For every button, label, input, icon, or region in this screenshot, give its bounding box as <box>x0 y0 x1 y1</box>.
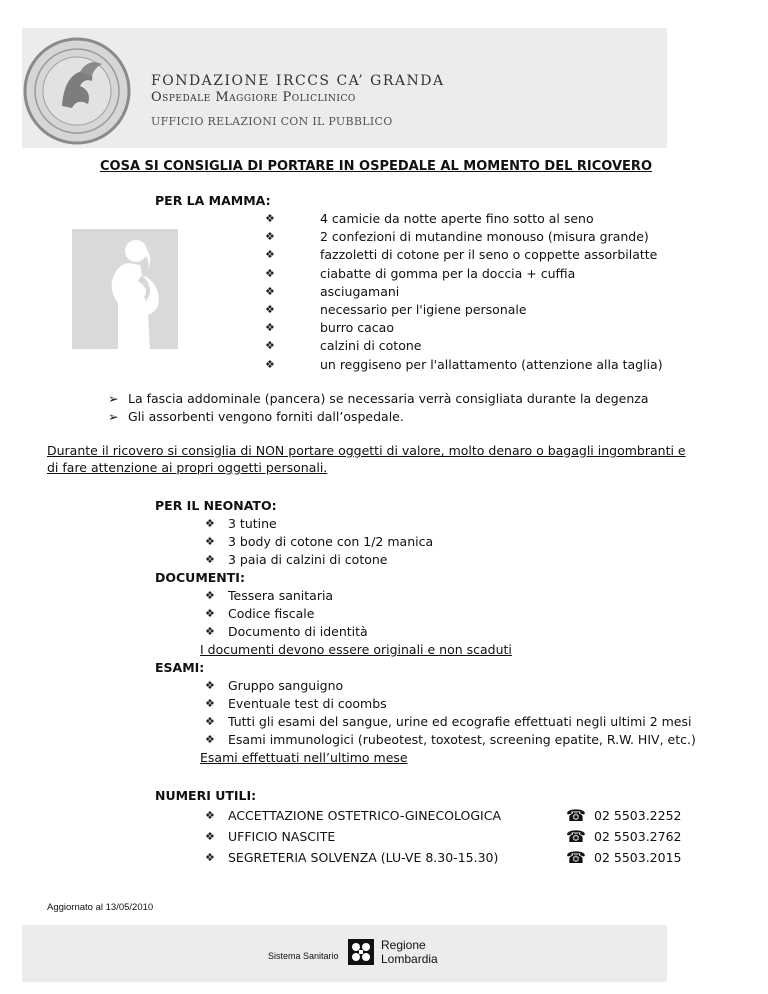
warning-line-2: di fare attenzione ai propri oggetti personali. <box>47 460 328 475</box>
diamond-bullet-icon: ❖ <box>205 851 215 864</box>
list-item-text: Documento di identità <box>228 624 368 639</box>
esami-heading: ESAMI: <box>155 660 205 675</box>
arrow-bullet-icon: ➢ <box>108 391 119 406</box>
documenti-heading: DOCUMENTI: <box>155 570 245 585</box>
phone-number[interactable]: 02 5503.2252 <box>594 808 682 823</box>
org-subtitle: Ospedale Maggiore Policlinico <box>151 90 356 105</box>
list-item-text: ciabatte di gomma per la doccia + cuffia <box>320 265 576 281</box>
list-item-text: Tessera sanitaria <box>228 588 334 603</box>
diamond-bullet-icon: ❖ <box>265 339 275 353</box>
telephone-icon: ☎ <box>566 848 586 867</box>
diamond-bullet-icon: ❖ <box>205 733 215 746</box>
list-item-text: Codice fiscale <box>228 606 315 621</box>
footer-band <box>22 925 667 982</box>
diamond-bullet-icon: ❖ <box>205 517 215 530</box>
list-item-text: 2 confezioni di mutandine monouso (misura grande) <box>320 229 649 245</box>
regione-label: Regione <box>381 938 426 952</box>
list-item-text: burro cacao <box>320 320 394 336</box>
lombardia-label: Lombardia <box>381 952 438 966</box>
org-name: FONDAZIONE IRCCS CA’ GRANDA <box>151 73 445 89</box>
diamond-bullet-icon: ❖ <box>265 357 275 371</box>
diamond-bullet-icon: ❖ <box>265 248 275 262</box>
list-item-text: Eventuale test di coombs <box>228 696 387 711</box>
diamond-bullet-icon: ❖ <box>265 303 275 316</box>
list-item-text: 4 camicie da notte aperte fino sotto al seno <box>320 211 594 226</box>
list-item-text: 3 paia di calzini di cotone <box>228 552 388 567</box>
list-item-text: 3 body di cotone con 1/2 manica <box>228 534 434 549</box>
phone-number[interactable]: 02 5503.2762 <box>594 829 682 844</box>
neonato-heading: PER IL NEONATO: <box>155 498 277 513</box>
list-item-text: fazzoletti di cotone per il seno o coppette assorbilatte <box>320 247 658 263</box>
list-item-text: Esami immunologici (rubeotest, toxotest, screening epatite, R.W. HIV, etc.) <box>228 732 696 747</box>
contact-label: UFFICIO NASCITE <box>228 829 336 844</box>
document-title: COSA SI CONSIGLIA DI PORTARE IN OSPEDALE AL MOMENTO DEL RICOVERO <box>100 159 652 174</box>
list-item-text: Gruppo sanguigno <box>228 678 344 693</box>
list-item-text: calzini di cotone <box>320 338 422 354</box>
diamond-bullet-icon: ❖ <box>205 830 215 843</box>
phone-number[interactable]: 02 5503.2015 <box>594 850 682 865</box>
diamond-bullet-icon: ❖ <box>205 607 215 620</box>
list-item-text: 3 tutine <box>228 516 277 531</box>
regione-lombardia-logo <box>348 939 374 965</box>
updated-date: Aggiornato al 13/05/2010 <box>47 902 154 913</box>
pregnant-woman-picture <box>72 229 178 349</box>
diamond-bullet-icon: ❖ <box>205 589 215 602</box>
list-item-text: un reggiseno per l'allattamento (attenzione alla taglia) <box>320 356 663 372</box>
org-office: UFFICIO RELAZIONI CON IL PUBBLICO <box>151 115 393 128</box>
diamond-bullet-icon: ❖ <box>205 625 215 638</box>
arrow-bullet-icon: ➢ <box>108 409 119 424</box>
list-item-text: asciugamani <box>320 283 400 299</box>
documenti-note: I documenti devono essere originali e non scaduti <box>200 642 512 657</box>
sistema-sanitario-label: Sistema Sanitario <box>268 951 339 961</box>
foundation-seal-logo <box>22 36 132 146</box>
mamma-heading: PER LA MAMMA: <box>155 193 271 208</box>
contact-label: ACCETTAZIONE OSTETRICO-GINECOLOGICA <box>228 808 502 823</box>
telephone-icon: ☎ <box>566 806 586 825</box>
warning-line-1: Durante il ricovero si consiglia di NON portare oggetti di valore, molto denaro o bagagli ingombranti e <box>47 443 686 458</box>
diamond-bullet-icon: ❖ <box>265 284 275 298</box>
telephone-icon: ☎ <box>566 827 586 846</box>
note-text: Gli assorbenti vengono forniti dall’ospedale. <box>128 409 404 424</box>
list-item-text: Tutti gli esami del sangue, urine ed ecografie effettuati negli ultimi 2 mesi <box>228 714 692 729</box>
pregnant-woman-icon <box>72 229 178 349</box>
diamond-bullet-icon: ❖ <box>205 697 215 710</box>
diamond-bullet-icon: ❖ <box>265 230 275 244</box>
diamond-bullet-icon: ❖ <box>265 212 275 225</box>
diamond-bullet-icon: ❖ <box>205 679 215 692</box>
note-text: La fascia addominale (pancera) se necessaria verrà consigliata durante la degenza <box>128 391 649 406</box>
diamond-bullet-icon: ❖ <box>265 321 275 335</box>
diamond-bullet-icon: ❖ <box>205 715 215 728</box>
diamond-bullet-icon: ❖ <box>205 535 215 548</box>
contact-label: SEGRETERIA SOLVENZA (LU-VE 8.30-15.30) <box>228 850 499 865</box>
list-item-text: necessario per l'igiene personale <box>320 302 527 317</box>
diamond-bullet-icon: ❖ <box>205 553 215 566</box>
numeri-heading: NUMERI UTILI: <box>155 788 257 803</box>
diamond-bullet-icon: ❖ <box>205 809 215 822</box>
diamond-bullet-icon: ❖ <box>265 266 275 280</box>
esami-note: Esami effettuati nell’ultimo mese <box>200 750 408 765</box>
